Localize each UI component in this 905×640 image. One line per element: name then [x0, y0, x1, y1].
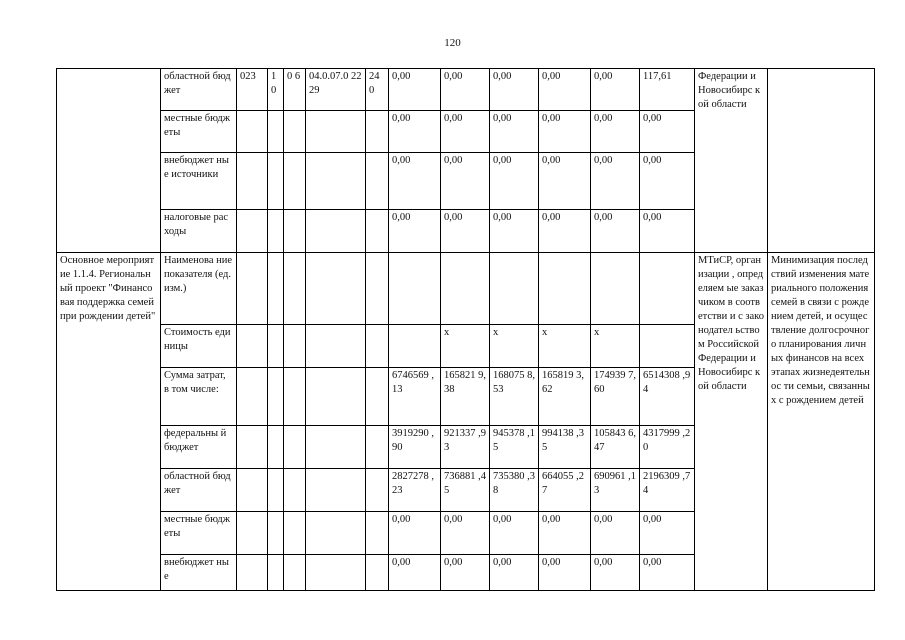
value-cell: 0,00	[389, 153, 441, 210]
value-cell: 0,00	[591, 555, 640, 591]
value-cell: 6514308 ,94	[640, 368, 695, 426]
value-cell: 0,00	[441, 153, 490, 210]
value-cell: 0,00	[389, 69, 441, 111]
value-cell	[640, 325, 695, 368]
source-label: внебюджет ные источники	[161, 153, 237, 210]
value-cell: 0,00	[591, 512, 640, 555]
value-cell: х	[591, 325, 640, 368]
value-cell: 105843 6,47	[591, 426, 640, 469]
empty-event-cell	[57, 69, 161, 253]
value-cell: 0,00	[591, 153, 640, 210]
value-cell: 0,00	[490, 512, 539, 555]
source-label: местные бюджеты	[161, 512, 237, 555]
value-cell: 165821 9,38	[441, 368, 490, 426]
value-cell: 0,00	[490, 555, 539, 591]
value-cell: 0,00	[441, 512, 490, 555]
value-cell: 0,00	[640, 153, 695, 210]
value-cell	[490, 253, 539, 325]
value-cell: 0,00	[539, 210, 591, 253]
value-cell: 0,00	[389, 555, 441, 591]
value-cell: 0,00	[591, 210, 640, 253]
source-label: областной бюджет	[161, 469, 237, 512]
value-cell: 174939 7,60	[591, 368, 640, 426]
value-cell: 0,00	[441, 111, 490, 153]
value-cell: 0,00	[640, 555, 695, 591]
value-cell: 0,00	[441, 555, 490, 591]
value-cell: 0,00	[389, 512, 441, 555]
source-label: федеральны й бюджет	[161, 426, 237, 469]
page-number: 120	[444, 37, 461, 49]
value-cell	[441, 253, 490, 325]
value-cell: 736881 ,45	[441, 469, 490, 512]
value-cell: 0,00	[640, 210, 695, 253]
value-cell: 168075 8,53	[490, 368, 539, 426]
code-cell: 0 6	[284, 69, 306, 111]
value-cell	[389, 253, 441, 325]
value-cell: 0,00	[539, 153, 591, 210]
value-cell: 0,00	[441, 69, 490, 111]
value-cell: 0,00	[490, 210, 539, 253]
source-label: Наименова ние показателя (ед. изм.)	[161, 253, 237, 325]
value-cell: 0,00	[640, 512, 695, 555]
value-cell: 0,00	[490, 69, 539, 111]
source-label: налоговые расходы	[161, 210, 237, 253]
value-cell: 0,00	[389, 111, 441, 153]
value-cell: 0,00	[640, 111, 695, 153]
value-cell: х	[539, 325, 591, 368]
value-cell: 0,00	[441, 210, 490, 253]
budget-table	[56, 68, 875, 591]
result-cell	[768, 69, 875, 253]
value-cell: 921337 ,93	[441, 426, 490, 469]
value-cell: 994138 ,35	[539, 426, 591, 469]
value-cell: 165819 3,62	[539, 368, 591, 426]
value-cell: 690961 ,13	[591, 469, 640, 512]
value-cell	[640, 253, 695, 325]
value-cell: 0,00	[539, 69, 591, 111]
value-cell: 2196309 ,74	[640, 469, 695, 512]
value-cell: 735380 ,38	[490, 469, 539, 512]
value-cell: 117,61	[640, 69, 695, 111]
value-cell: 0,00	[490, 153, 539, 210]
executor-cell: МТиСР, организации , определяем ые заказчиком в соответстви и с законодател ьством Российской Федерации и Новосибирс кой области	[695, 253, 768, 591]
value-cell: 0,00	[539, 555, 591, 591]
value-cell: 0,00	[591, 111, 640, 153]
result-cell: Минимизация последствий изменения материального положения семей в связи с рождением детей, и осуществление долгосрочного планирования личных финансов на всех этапах жизнедеятельнос ти семьи, связанных с рождением детей	[768, 253, 875, 591]
value-cell: 0,00	[591, 69, 640, 111]
source-label: областной бюджет	[161, 69, 237, 111]
code-cell: 04.0.07.0 2229	[306, 69, 366, 111]
value-cell: 0,00	[539, 111, 591, 153]
value-cell: 0,00	[539, 512, 591, 555]
source-label: местные бюджеты	[161, 111, 237, 153]
code-cell: 1 0	[268, 69, 284, 111]
source-label: Стоимость единицы	[161, 325, 237, 368]
value-cell: 0,00	[389, 210, 441, 253]
value-cell: 2827278 ,23	[389, 469, 441, 512]
value-cell	[389, 325, 441, 368]
value-cell: х	[490, 325, 539, 368]
value-cell: х	[441, 325, 490, 368]
value-cell: 6746569 ,13	[389, 368, 441, 426]
value-cell	[591, 253, 640, 325]
value-cell: 3919290 ,90	[389, 426, 441, 469]
event-name: Основное мероприятие 1.1.4. Региональный проект "Финансовая поддержка семей при рождении детей"	[57, 253, 161, 591]
table-row	[57, 69, 875, 111]
value-cell: 0,00	[490, 111, 539, 153]
value-cell: 945378 ,15	[490, 426, 539, 469]
source-label: Сумма затрат, в том числе:	[161, 368, 237, 426]
source-label: внебюджет ные	[161, 555, 237, 591]
table-row	[57, 253, 875, 325]
value-cell	[539, 253, 591, 325]
code-cell: 023	[237, 69, 268, 111]
value-cell: 664055 ,27	[539, 469, 591, 512]
executor-cell: Федерации и Новосибирс кой области	[695, 69, 768, 253]
value-cell: 4317999 ,20	[640, 426, 695, 469]
code-cell: 24 0	[366, 69, 389, 111]
